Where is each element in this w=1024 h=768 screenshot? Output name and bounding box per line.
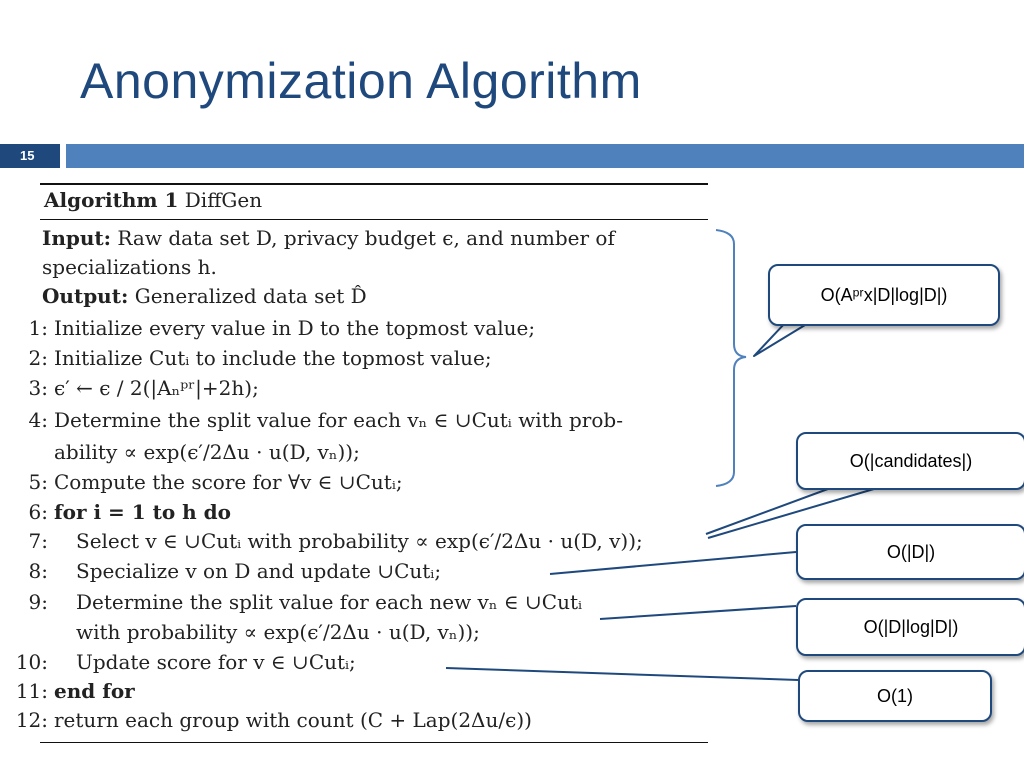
connector-d	[550, 552, 796, 574]
algo-line-6: 6: for i = 1 to h do	[28, 500, 231, 524]
slide-number: 15	[20, 148, 35, 163]
algo-line-9: 9: Determine the split value for each new vₙ ∈ ∪Cutᵢ	[28, 590, 583, 614]
input-line-2: specializations h.	[42, 255, 217, 279]
input-label: Input:	[42, 226, 112, 250]
algo-line-10: 10: Update score for v ∈ ∪Cutᵢ;	[15, 650, 356, 674]
connector-dlogd	[600, 606, 796, 619]
callout-complexity-d: O(|D|)	[796, 524, 1024, 580]
algo-line-8: 8: Specialize v on D and update ∪Cutᵢ;	[28, 559, 442, 583]
callout-tail	[754, 322, 810, 356]
input-text: Raw data set D, privacy budget ϵ, and number of	[117, 226, 615, 250]
callout-complexity-one: O(1)	[798, 670, 992, 722]
algo-line-4: 4: Determine the split value for each vₙ ∈ ∪Cutᵢ with prob-	[28, 408, 623, 432]
slide-title: Anonymization Algorithm	[80, 53, 642, 109]
output-label: Output:	[42, 284, 129, 308]
algo-line-11: 11: end for	[15, 679, 135, 703]
output-text: Generalized data set D̂	[134, 284, 367, 308]
connector-one	[446, 668, 798, 680]
algo-line-1: 1: Initialize every value in D to the topmost value;	[28, 316, 536, 340]
algo-line-2: 2: Initialize Cutᵢ to include the topmost value;	[28, 346, 492, 370]
algo-line-9-cont: with probability ∝ exp(ϵ′/2Δu · u(D, vₙ));	[76, 620, 480, 644]
callout-complexity-generalize: O(Aᵖʳx|D|log|D|)	[768, 264, 1000, 326]
algorithm-header-name: DiffGen	[184, 188, 263, 212]
algo-line-12: 12: return each group with count (C + Lap(2Δu/ϵ))	[15, 708, 532, 732]
callout-complexity-dlogd: O(|D|log|D|)	[796, 598, 1024, 656]
algo-line-3: 3: ϵ′ ← ϵ / 2(|Aₙᵖʳ|+2h);	[28, 376, 259, 400]
algorithm-header-label: Algorithm 1	[44, 188, 179, 212]
algo-line-4-cont: ability ∝ exp(ϵ′/2Δu · u(D, vₙ));	[54, 440, 360, 464]
curly-brace	[716, 230, 746, 486]
callout-complexity-candidates: O(|candidates|)	[796, 432, 1024, 490]
algo-line-5: 5: Compute the score for ∀v ∈ ∪Cutᵢ;	[28, 470, 403, 494]
algo-line-7: 7: Select v ∈ ∪Cutᵢ with probability ∝ exp(ϵ′/2Δu · u(D, v));	[28, 529, 643, 553]
